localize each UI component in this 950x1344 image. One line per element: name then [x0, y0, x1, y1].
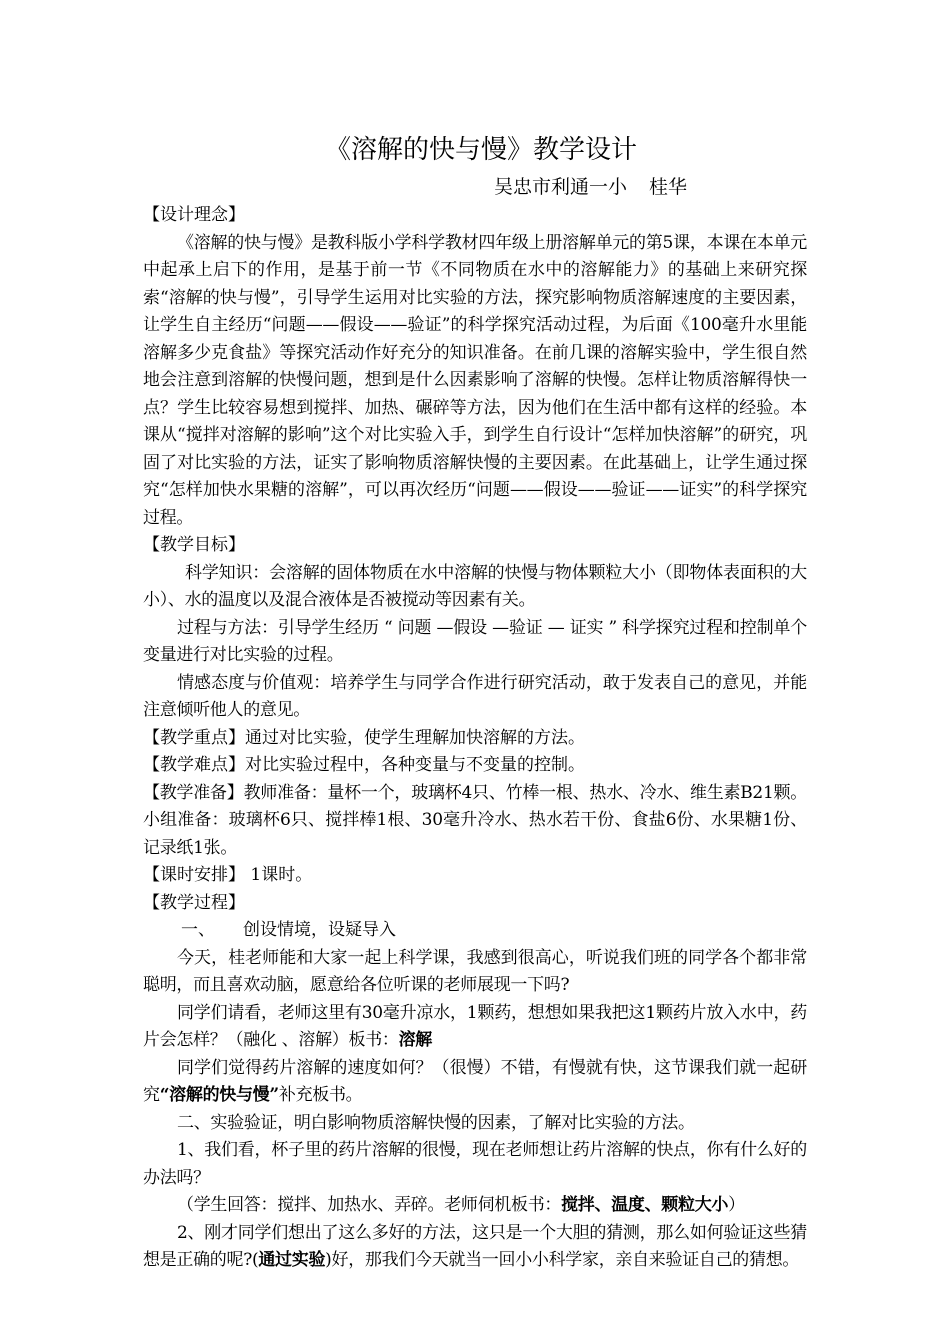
p3-text-before: 同学们觉得药片溶解的速度如何？（很慢）不错，有慢就有快，这节课我们就一起研究 — [143, 1057, 807, 1105]
heading-preparation: 【教学准备】 — [143, 782, 244, 803]
heading-design-concept: 【设计理念】 — [143, 205, 245, 225]
process-paragraph-1: 今天，桂老师能和大家一起上科学课，我感到很高心，听说我们班的同学各个都非常聪明，而且喜欢动脑，愿意给各位听课的老师展现一下吗? — [143, 947, 807, 995]
p5-text-before: （学生回答：搅拌、加热水、弄碎。老师伺机板书： — [177, 1195, 562, 1215]
preparation-paragraph — [143, 780, 807, 863]
objective-knowledge: 科学知识：会溶解的固体物质在水中溶解的快慢与物体颗粒大小（即物体表面积的大小）、水的温度以及混合液体是否被搅动等因素有关。 — [143, 562, 807, 610]
heading-schedule: 【课时安排】 — [143, 865, 245, 885]
heading-process: 【教学过程】 — [143, 892, 245, 913]
schedule-line — [143, 862, 807, 890]
p6-text-before: 2、刚才同学们想出了这么多好的方法，这只是一个大胆的猜测，那么如何验证这些猜想是正确的呢?( — [143, 1222, 807, 1270]
heading-key-point: 【教学重点】 — [143, 727, 245, 748]
author-line — [143, 172, 807, 202]
key-point-text: 通过对比实验，使学生理解加快溶解的方法。 — [245, 727, 585, 748]
document-page — [143, 130, 807, 1275]
author-name: 桂华 — [648, 176, 687, 198]
process-paragraph-6 — [143, 1220, 807, 1275]
difficulty-text: 对比实验过程中，各种变量与不变量的控制。 — [245, 755, 585, 775]
process-paragraph-3 — [143, 1055, 807, 1110]
design-concept-paragraph: 《溶解的快与慢》是教科版小学科学教材四年级上册溶解单元的第5课，本课在本单元中起承上启下的作用，是基于前一节《不同物质在水中的溶解能力》的基础上来研究探索“溶解的快与慢”，引导学生运用对比实验的方法，探究影响物质溶解速度的主要因素，让学生自主经历“问题——假设——验证”的科学探究活动过程，为后面《100毫升水里能溶解多少克食盐》等探究活动作好充分的知识准备。在前几课的溶解实验中，学生很自然地会注意到溶解的快慢问题，想到是什么因素影响了溶解的快慢。怎样让物质溶解得快一点？学生比较容易想到搅拌、加热、碾碎等方法，因为他们在生活中都有这样的经验。本课从“搅拌对溶解的影响”这个对比实验入手，到学生自行设计“怎样加快溶解”的研究，巩固了对比实验的方法，证实了影响物质溶解快慢的主要因素。在此基础上，让学生通过探究“怎样加快水果糖的溶解”，可以再次经历“问题——假设——验证——证实”的科学探究过程。 — [143, 232, 807, 528]
step-1-title: 创设情境，设疑导入 — [243, 920, 396, 940]
process-paragraph-4: 1、我们看，杯子里的药片溶解的很慢，现在老师想让药片溶解的快点，你有什么好的办法吗？ — [143, 1140, 807, 1188]
difficulty-line — [143, 752, 807, 780]
answer-through-experiment: 通过实验 — [258, 1250, 326, 1270]
p5-text-after: ） — [728, 1195, 745, 1215]
process-step-2: 二、实验验证，明白影响物质溶解快慢的因素，了解对比实验的方法。 — [177, 1112, 695, 1133]
step-1-number: 一、 — [181, 920, 215, 940]
document-title: 《溶解的快与慢》教学设计 — [324, 135, 637, 165]
objective-attitude: 情感态度与价值观：培养学生与同学合作进行研究活动，敢于发表自己的意见，并能注意倾听他人的意见。 — [143, 672, 807, 720]
schedule-text: 1课时。 — [245, 865, 313, 885]
board-note-dissolve: 溶解 — [398, 1030, 433, 1050]
p2-text: 同学们请看，老师这里有30毫升凉水，1颗药，想想如果我把这1颗药片放入水中，药片会怎样？（融化 、溶解）板书： — [143, 1002, 807, 1050]
process-step-1 — [143, 917, 807, 945]
heading-difficulty: 【教学难点】 — [143, 755, 245, 775]
board-note-factors: 搅拌、温度、颗粒大小 — [561, 1195, 729, 1215]
key-point-line — [143, 725, 807, 753]
p6-text-after: )好，那我们今天就当一回小小科学家，亲自来验证自己的猜想。 — [325, 1250, 800, 1270]
board-note-title: “溶解的快与慢” — [159, 1085, 279, 1105]
process-paragraph-2 — [143, 1000, 807, 1055]
preparation-text: 教师准备：量杯一个，玻璃杯4只、竹棒一根、热水、冷水、维生素B21颗。小组准备：玻璃杯6只、搅拌棒1根、30毫升冷水、热水若干份、食盐6份、水果糖1份、记录纸1张。 — [143, 782, 807, 858]
author-school: 吴忠市利通一小 — [493, 176, 627, 198]
objective-process: 过程与方法：引导学生经历 “ 问题 —假设 —验证 — 证实 ” 科学探究过程和控制单个变量进行对比实验的过程。 — [143, 617, 807, 665]
heading-objectives: 【教学目标】 — [143, 535, 245, 555]
process-paragraph-5 — [143, 1192, 807, 1220]
p3-text-after: 补充板书。 — [278, 1085, 363, 1105]
